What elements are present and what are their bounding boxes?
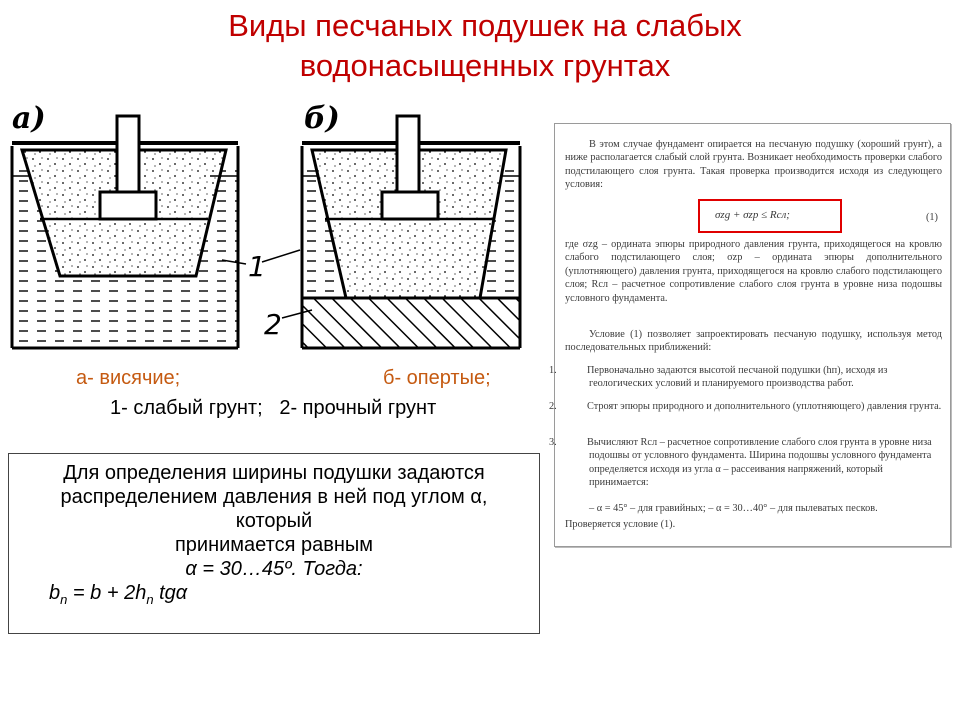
doc-intro: В этом случае фундамент опирается на песчаную подушку (хороший грунт), а ниже располагается слабый слой грунта. Возникает необходимость проверки слабого подстилающего слоя грунта. Такая проверка производится исходя из следующего условия: <box>565 139 942 191</box>
formula-end: tgα <box>153 582 188 604</box>
callout-2-label: 2 <box>264 308 282 341</box>
doc-step-2-text: Строят эпюры природного и дополнительного (уплотняющего) давления грунта. <box>587 401 942 412</box>
doc-equation: σzg + σzp ≤ Rсл; <box>715 209 790 221</box>
info-line-4: принимается равным <box>174 534 374 556</box>
doc-angles: – α = 45° – для гравийных; – α = 30…40° – для пылеватых песков. <box>589 503 878 514</box>
caption-hanging: а- висячие; <box>76 367 181 389</box>
doc-step-1-text: Первоначально задаются высотой песчаной подушки (hп), исходя из геологических условий и планируемого производства работ. <box>587 365 888 390</box>
doc-condition: Условие (1) позволяет запроектировать песчаную подушку, используя метод последовательных приближений: <box>565 329 942 354</box>
info-line-2: распределением давления в ней под углом α, <box>60 486 488 508</box>
doc-step-3-text: Вычисляют Rсл – расчетное сопротивление слабого слоя грунта в уровне низа подошвы от условного фундамента. Ширина подошвы условного фундамента определяется исходя из угла α – рассеивания напряжений, который принимается: <box>587 437 932 489</box>
info-line-1: Для определения ширины подушки задаются <box>63 462 485 484</box>
formula-sub-n-2: n <box>146 592 154 607</box>
label-a: а) <box>12 101 46 136</box>
doc-step-3-num: 3. <box>549 437 557 448</box>
formula-mid: = b + 2h <box>67 582 147 604</box>
formula-sub-n: n <box>60 592 68 607</box>
slide-title <box>60 6 910 86</box>
sand-cushion-drawing <box>0 96 540 358</box>
doc-step-2-num: 2. <box>549 401 557 412</box>
doc-step-2 <box>549 400 942 413</box>
soil-legend: 1- слабый грунт; 2- прочный грунт <box>110 397 437 419</box>
doc-where: где σzg – ордината эпюры природного давления грунта, приходящегося на кровлю слабого подстилающего слоя; σzp – ордината эпюры дополнительного (уплотняющего) давления грунта, приходящегося на кровлю слабого подстилающего слоя; Rсл – расчетное сопротивление слабого слоя грунта в уровне низа подошвы условного фундамента. <box>565 239 942 304</box>
foundation-column-b <box>397 116 419 193</box>
info-line-5: α = 30…45º. Тогда: <box>185 558 363 580</box>
strong-soil-b <box>302 298 520 348</box>
formula-b: b <box>49 582 61 604</box>
doc-step-1 <box>549 364 942 391</box>
width-formula <box>15 581 533 612</box>
info-line-3: который <box>235 510 313 532</box>
label-b: б) <box>304 101 340 136</box>
slide-title-line-2: водонасыщенных грунтах <box>299 48 671 83</box>
caption-supported: б- опертые; <box>383 367 491 389</box>
doc-equation-number: (1) <box>925 212 938 223</box>
callout-1-label: 1 <box>248 250 266 283</box>
doc-step-1-num: 1. <box>549 365 557 376</box>
slide-title-line-1: Виды песчаных подушек на слабых <box>228 8 742 43</box>
width-definition-box <box>8 453 540 634</box>
foundation-footing-a <box>100 192 156 219</box>
doc-step-3 <box>549 436 942 490</box>
figure-b-supported-cushion <box>302 101 520 348</box>
figure-a-hanging-cushion <box>12 101 238 348</box>
doc-check: Проверяется условие (1). <box>565 519 676 530</box>
foundation-footing-b <box>382 192 438 219</box>
scanned-document <box>549 123 951 547</box>
foundation-column-a <box>117 116 139 193</box>
